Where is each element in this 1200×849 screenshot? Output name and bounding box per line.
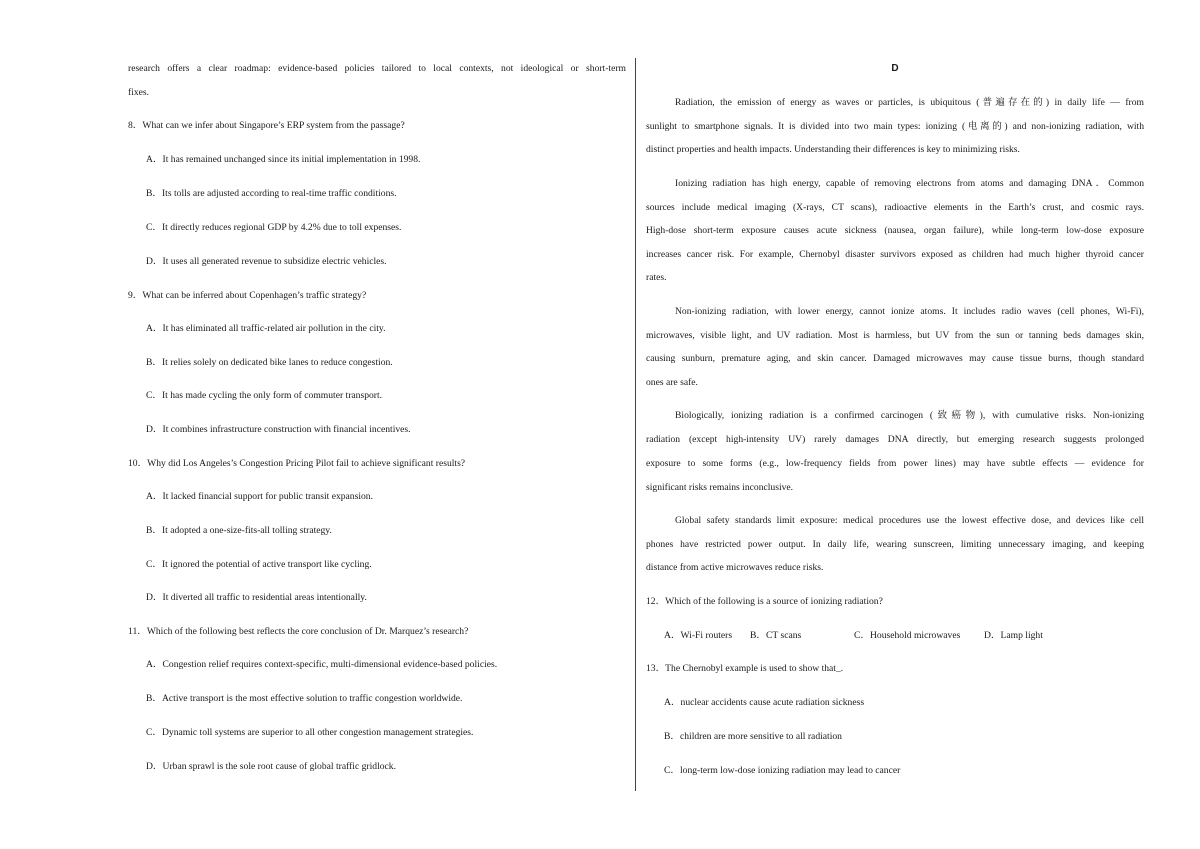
question-8-option-c[interactable]: C．It directly reduces regional GDP by 4.2% due to toll expenses. xyxy=(146,222,402,233)
paragraph-4-line: exposure to some forms (e.g., low-frequency fields from power lines) may have subtle effects — evidence for xyxy=(646,458,1144,469)
paragraph-3-line: microwaves, visible light, and UV radiation. Most is harmless, but UV from the sun or tanning beds damages skin, xyxy=(646,330,1144,341)
question-9-stem: 9．What can be inferred about Copenhagen’s traffic strategy? xyxy=(128,290,367,301)
question-12-stem: 12．Which of the following is a source of ionizing radiation? xyxy=(646,596,883,607)
question-13-stem: 13．The Chernobyl example is used to show that_. xyxy=(646,663,844,674)
question-10-option-b[interactable]: B．It adopted a one-size-fits-all tolling strategy. xyxy=(146,525,332,536)
question-10-option-c[interactable]: C．It ignored the potential of active transport like cycling. xyxy=(146,559,372,570)
question-10-stem: 10．Why did Los Angeles’s Congestion Pricing Pilot fail to achieve significant results? xyxy=(128,458,466,469)
paragraph-1-line: Radiation, the emission of energy as waves or particles, is ubiquitous (普遍存在的) in daily life — from xyxy=(675,97,1144,108)
question-11-option-b[interactable]: B．Active transport is the most effective solution to traffic congestion worldwide. xyxy=(146,693,463,704)
question-8-option-a[interactable]: A．It has remained unchanged since its initial implementation in 1998. xyxy=(146,154,421,165)
column-divider xyxy=(635,58,636,791)
paragraph-5-line: distance from active microwaves reduce risks. xyxy=(646,562,824,573)
question-13-option-c[interactable]: C．long-term low-dose ionizing radiation may lead to cancer xyxy=(664,765,901,776)
passage-text: fixes. xyxy=(128,87,150,98)
question-8-stem: 8．What can we infer about Singapore’s ERP system from the passage? xyxy=(128,120,405,131)
paragraph-3-line: ones are safe. xyxy=(646,377,698,388)
question-12-option-d[interactable]: D．Lamp light xyxy=(984,630,1043,641)
question-8-option-b[interactable]: B．Its tolls are adjusted according to real-time traffic conditions. xyxy=(146,188,397,199)
passage-text: research offers a clear roadmap: evidence-based policies tailored to local contexts, not ideological or short-term xyxy=(128,63,626,74)
paragraph-1-line: sunlight to smartphone signals. It is divided into two main types: ionizing (电离的) and non-ionizing radiation, with xyxy=(646,121,1144,132)
paragraph-2-line: Ionizing radiation has high energy, capable of removing electrons from atoms and damaging DNA．Common xyxy=(675,178,1144,189)
question-13-option-b[interactable]: B．children are more sensitive to all radiation xyxy=(664,731,842,742)
question-9-option-b[interactable]: B．It relies solely on dedicated bike lanes to reduce congestion. xyxy=(146,357,393,368)
paragraph-2-line: High-dose short-term exposure causes acute sickness (nausea, organ failure), while long-term low-dose exposure xyxy=(646,225,1144,236)
question-10-option-d[interactable]: D．It diverted all traffic to residential areas intentionally. xyxy=(146,592,367,603)
question-12-options-row xyxy=(646,630,1144,642)
paragraph-1-line: distinct properties and health impacts. Understanding their differences is key to minimizing risks. xyxy=(646,144,1020,155)
question-11-option-d[interactable]: D．Urban sprawl is the sole root cause of global traffic gridlock. xyxy=(146,761,396,772)
paragraph-3-line: causing sunburn, premature aging, and skin cancer. Damaged microwaves may cause tissue burns, though standard xyxy=(646,353,1144,364)
paragraph-5-line: phones have restricted power output. In daily life, wearing sunscreen, limiting unnecessary imaging, and keeping xyxy=(646,539,1144,550)
question-9-option-c[interactable]: C．It has made cycling the only form of commuter transport. xyxy=(146,390,383,401)
question-9-option-d[interactable]: D．It combines infrastructure construction with financial incentives. xyxy=(146,424,411,435)
question-11-option-a[interactable]: A．Congestion relief requires context-specific, multi-dimensional evidence-based policies. xyxy=(146,659,498,670)
paragraph-4-line: radiation (except high-intensity UV) rarely damages DNA directly, but emerging research suggests prolonged xyxy=(646,434,1144,445)
paragraph-5-line: Global safety standards limit exposure: medical procedures use the lowest effective dose, and devices like cell xyxy=(675,515,1144,526)
paragraph-4-line: significant risks remains inconclusive. xyxy=(646,482,794,493)
question-9-option-a[interactable]: A．It has eliminated all traffic-related air pollution in the city. xyxy=(146,323,386,334)
paragraph-4-line: Biologically, ionizing radiation is a confirmed carcinogen (致癌物), with cumulative risks. Non-ionizing xyxy=(675,410,1144,421)
passage-heading: D xyxy=(891,63,899,74)
paragraph-2-line: sources include medical imaging (X-rays, CT scans), radioactive elements in the Earth’s crust, and cosmic rays. xyxy=(646,202,1144,213)
paragraph-3-line: Non-ionizing radiation, with lower energy, cannot ionize atoms. It includes radio waves (cell phones, Wi-Fi), xyxy=(675,306,1144,317)
paragraph-2-line: rates. xyxy=(646,272,667,283)
question-8-option-d[interactable]: D．It uses all generated revenue to subsidize electric vehicles. xyxy=(146,256,387,267)
question-10-option-a[interactable]: A．It lacked financial support for public transit expansion. xyxy=(146,491,373,502)
question-11-stem: 11．Which of the following best reflects the core conclusion of Dr. Marquez’s research? xyxy=(128,626,469,637)
question-12-option-c[interactable]: C．Household microwaves xyxy=(854,630,961,641)
question-12-option-a[interactable]: A．Wi-Fi routers xyxy=(664,630,733,641)
question-13-option-a[interactable]: A．nuclear accidents cause acute radiation sickness xyxy=(664,697,865,708)
question-12-option-b[interactable]: B．CT scans xyxy=(750,630,802,641)
paragraph-2-line: increases cancer risk. For example, Chernobyl disaster survivors exposed as children had much higher thyroid cancer xyxy=(646,249,1144,260)
question-11-option-c[interactable]: C．Dynamic toll systems are superior to all other congestion management strategies. xyxy=(146,727,474,738)
